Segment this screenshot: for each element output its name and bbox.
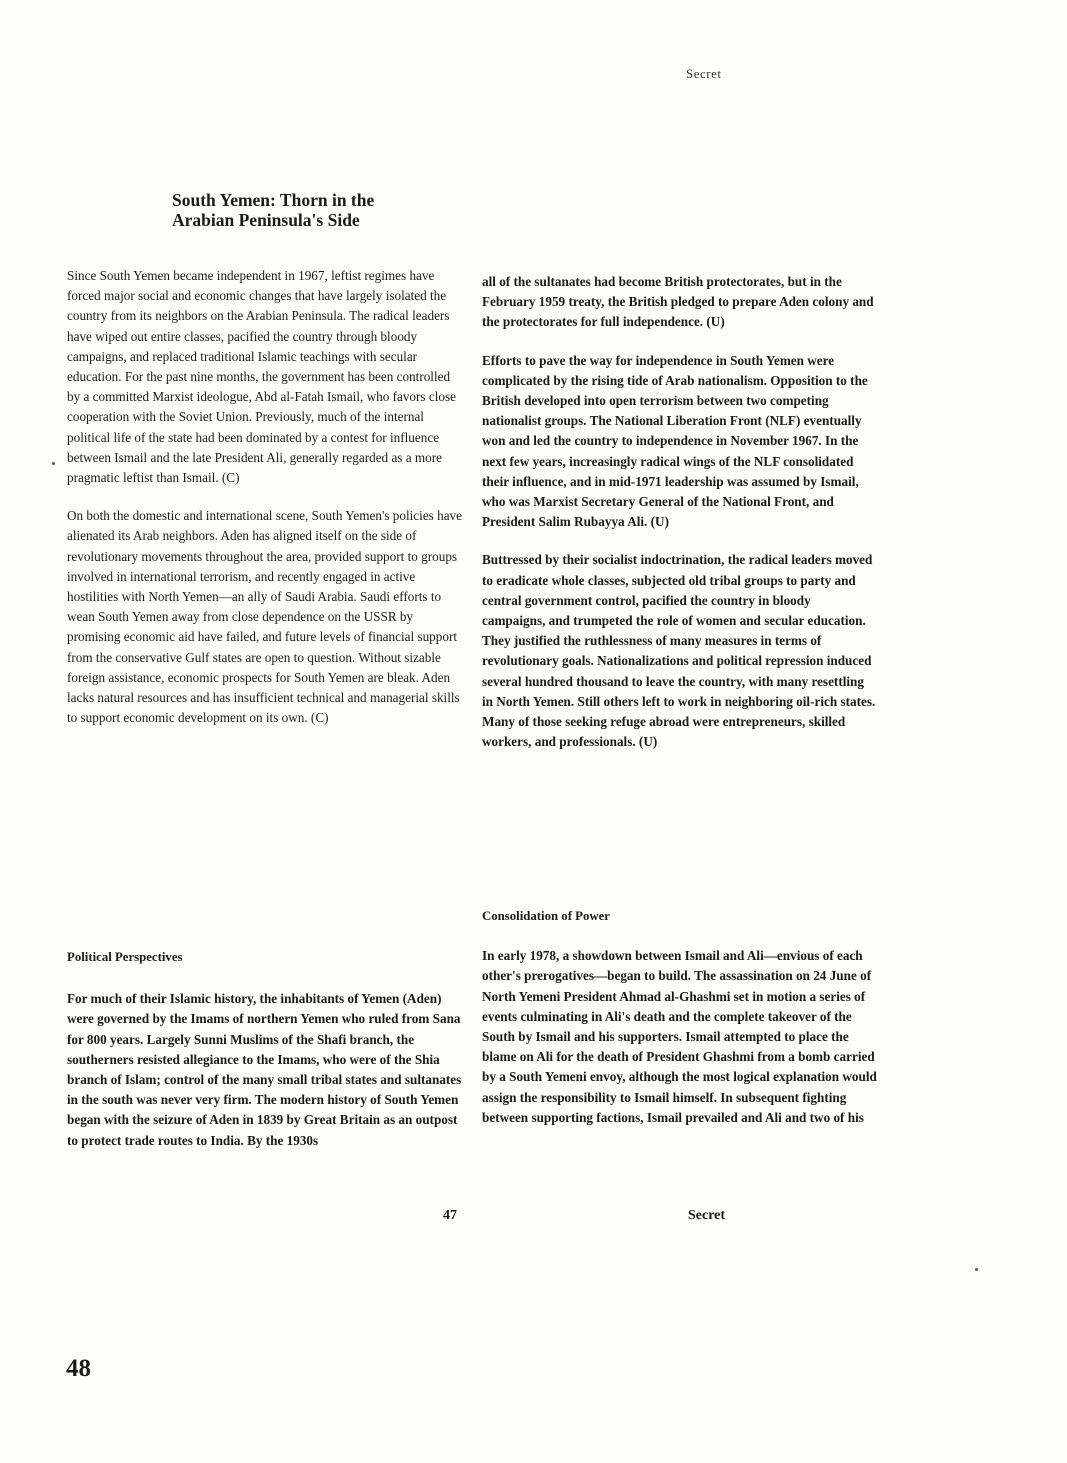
left-section <box>67 947 462 1169</box>
footer-classification: Secret <box>688 1208 726 1223</box>
title-line-2: Arabian Peninsula's Side <box>172 210 360 230</box>
article-title <box>172 190 472 230</box>
paragraph: all of the sultanates had become British protectorates, but in the February 1959 treaty, the British pledged to prepare Aden colony and the protectorates for full independence. (U) <box>482 274 874 330</box>
scan-speck <box>975 1268 978 1271</box>
paragraph: Efforts to pave the way for independence in South Yemen were complicated by the rising tide of Arab nationalism. Opposition to the British developed into open terrorism between two competing nationalist groups. The National Liberation Front (NLF) eventually won and led the country to independence in November 1967. In the next few years, increasingly radical wings of the NLF consolidated their influence, and in mid-1971 leadership was assumed by Ismail, who was Marxist Secretary General of the National Front, and President Salim Rubayya Ali. (U) <box>482 352 868 530</box>
paragraph: On both the domestic and international scene, South Yemen's policies have alienated its Arab neighbors. Aden has aligned itself on the side of revolutionary movements throughout the area, provided support to groups involved in international terrorism, and recently engaged in active hostilities with North Yemen—an ally of Saudi Arabia. Saudi efforts to wean South Yemen away from close dependence on the USSR by promising economic aid have failed, and future levels of financial support from the conservative Gulf states are open to question. Without sizable foreign assistance, economic prospects for South Yemen are bleak. Aden lacks natural resources and has insufficient technical and managerial skills to support economic development on its own. (C) <box>67 508 462 726</box>
page-number: 47 <box>443 1208 457 1223</box>
paragraph: For much of their Islamic history, the inhabitants of Yemen (Aden) were governed by the Imams of northern Yemen who ruled from Sana for 800 years. Largely Sunni Muslims of the Shafi branch, the southerners resisted allegiance to the Imams, who were of the Shia branch of Islam; control of the many small tribal states and sultanates in the south was never very firm. The modern history of South Yemen began with the seizure of Aden in 1839 by Great Britain as an outpost to protect trade routes to India. By the 1930s <box>67 991 462 1148</box>
section-heading-political-perspectives: Political Perspectives <box>67 950 183 964</box>
header-classification: Secret <box>686 66 722 81</box>
right-section <box>482 906 877 1146</box>
archive-page-number: 48 <box>66 1355 91 1382</box>
section-heading-consolidation-of-power: Consolidation of Power <box>482 909 610 923</box>
paragraph: Buttressed by their socialist indoctrination, the radical leaders moved to eradicate whole classes, subjected old tribal groups to party and central government control, pacified the country in bloody campaigns, and trumpeted the role of women and secular education. They justified the ruthlessness of many measures in terms of revolutionary goals. Nationalizations and political repression induced several hundred thousand to leave the country, with many resettling in North Yemen. Still others left to work in neighboring oil-rich states. Many of those seeking refuge abroad were entrepreneurs, skilled workers, and professionals. (U) <box>482 552 876 750</box>
paragraph: Since South Yemen became independent in 1967, leftist regimes have forced major social and economic changes that have largely isolated the country from its neighbors on the Arabian Peninsula. The radical leaders have wiped out entire classes, pacified the country through bloody campaigns, and replaced traditional Islamic teachings with secular education. For the past nine months, the government has been controlled by a committed Marxist ideologue, Abd al-Fatah Ismail, who favors close cooperation with the Soviet Union. Previously, much of the internal political life of the state had been dominated by a contest for influence between Ismail and the late President Ali, generally regarded as a more pragmatic leftist than Ismail. (C) <box>67 268 456 486</box>
title-line-1: South Yemen: Thorn in the <box>172 190 375 210</box>
scan-speck <box>52 462 55 465</box>
right-column <box>482 272 877 770</box>
paragraph: In early 1978, a showdown between Ismail and Ali—envious of each other's prerogatives—began to build. The assassination on 24 June of North Yemeni President Ahmad al-Ghashmi set in motion a series of events culminating in Ali's death and the complete takeover of the South by Ismail and his supporters. Ismail attempted to place the blame on Ali for the death of President Ghashmi from a bomb carried by a South Yemeni envoy, although the most logical explanation would assign the responsibility to Ismail himself. In subsequent fighting between supporting factions, Ismail prevailed and Ali and two of his <box>482 948 877 1125</box>
left-column <box>67 266 462 746</box>
